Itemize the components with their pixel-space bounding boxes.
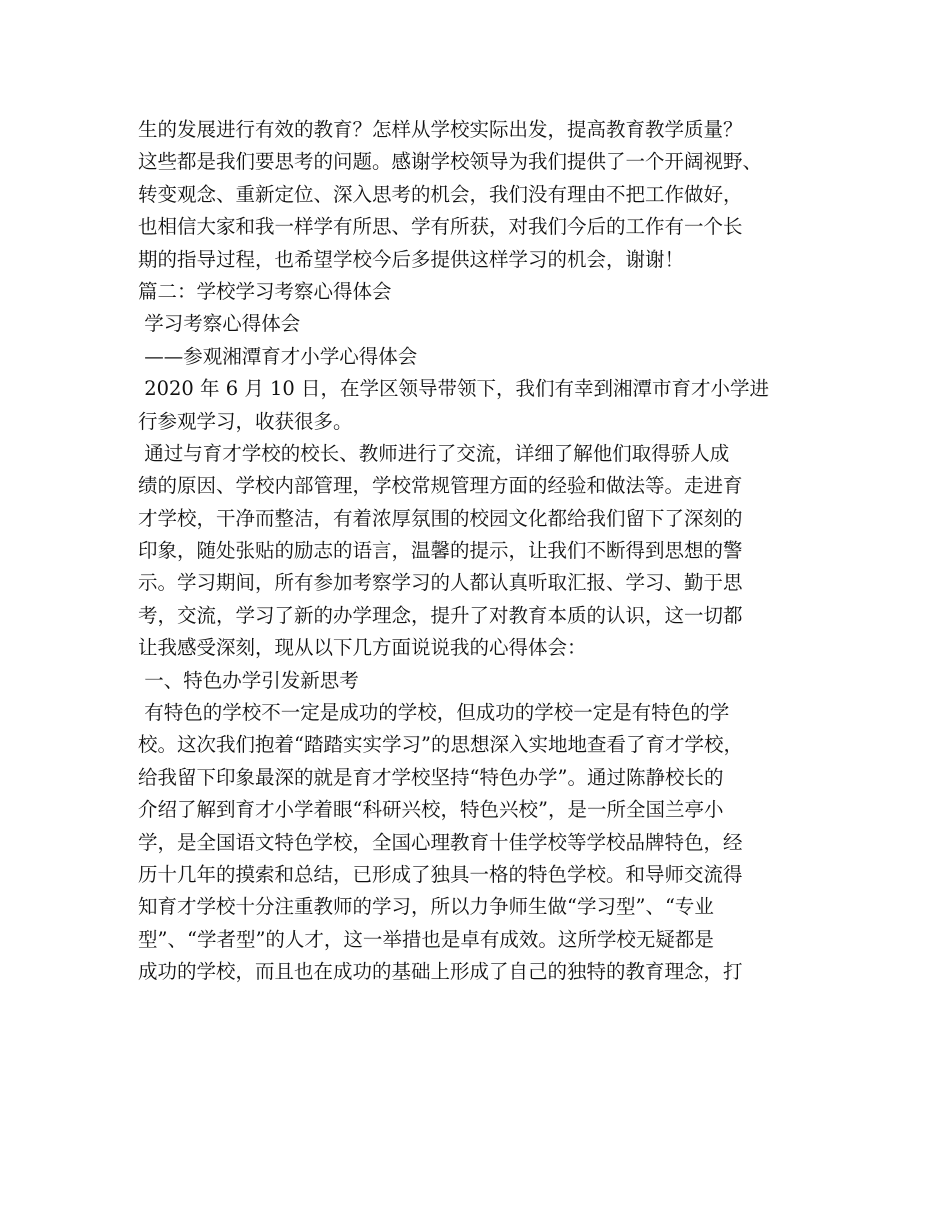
- article-title: 学习考察心得体会: [138, 312, 301, 336]
- text-line: 让我感受深刻，现从以下几方面说说我的心得体会：: [138, 636, 587, 660]
- text-line: 绩的原因、学校内部管理，学校常规管理方面的经验和做法等。走进育: [138, 474, 743, 498]
- text-line: 介绍了解到育才小学着眼“科研兴校，特色兴校”，是一所全国兰亭小: [138, 798, 724, 822]
- text-line: 知育才学校十分注重教师的学习，所以力争师生做“学习型”、“专业: [138, 895, 714, 919]
- text-line: 通过与育才学校的校长、教师进行了交流，详细了解他们取得骄人成: [138, 441, 730, 465]
- text-line: 考，交流，学习了新的办学理念，提升了对教育本质的认识，这一切都: [138, 603, 743, 627]
- section-heading: 篇二：学校学习考察心得体会: [138, 279, 392, 303]
- text-line: 有特色的学校不一定是成功的学校，但成功的学校一定是有特色的学: [138, 701, 730, 725]
- text-line: 转变观念、重新定位、深入思考的机会，我们没有理由不把工作做好，: [138, 182, 743, 206]
- text-line: 成功的学校，而且也在成功的基础上形成了自己的独特的教育理念，打: [138, 960, 743, 984]
- text-line: 学，是全国语文特色学校，全国心理教育十佳学校等学校品牌特色，经: [138, 830, 743, 854]
- text-line: 也相信大家和我一样学有所思、学有所获，对我们今后的工作有一个长: [138, 215, 743, 239]
- text-line: 给我留下印象最深的就是育才学校坚持“特色办学”。通过陈静校长的: [138, 765, 724, 789]
- document-body: [138, 114, 838, 989]
- text-line: 历十几年的摸索和总结，已形成了独具一格的特色学校。和导师交流得: [138, 862, 743, 886]
- text-line: 行参观学习，收获很多。: [138, 409, 353, 433]
- text-line: 示。学习期间，所有参加考察学习的人都认真听取汇报、学习、勤于思: [138, 571, 743, 595]
- text-line: 印象，随处张贴的励志的语言，温馨的提示，让我们不断得到思想的警: [138, 539, 743, 563]
- text-line: 生的发展进行有效的教育？怎样从学校实际出发，提高教育教学质量？: [138, 118, 743, 141]
- text-line: 校。这次我们抱着“踏踏实实学习”的思想深入实地地查看了育才学校，: [138, 733, 743, 757]
- text-line: 型”、“学者型”的人才，这一举措也是卓有成效。这所学校无疑都是: [138, 927, 714, 951]
- text-line: 期的指导过程，也希望学校今后多提供这样学习的机会，谢谢！: [138, 247, 685, 271]
- text-line: 才学校，干净而整洁，有着浓厚氛围的校园文化都给我们留下了深刻的: [138, 506, 743, 530]
- subsection-heading: 一、特色办学引发新思考: [138, 668, 359, 692]
- text-line: 2020 年 6 月 10 日，在学区领导带领下，我们有幸到湘潭市育才小学进: [138, 377, 770, 401]
- article-subtitle: ——参观湘潭育才小学心得体会: [138, 344, 418, 368]
- text-line: 这些都是我们要思考的问题。感谢学校领导为我们提供了一个开阔视野、: [138, 150, 763, 174]
